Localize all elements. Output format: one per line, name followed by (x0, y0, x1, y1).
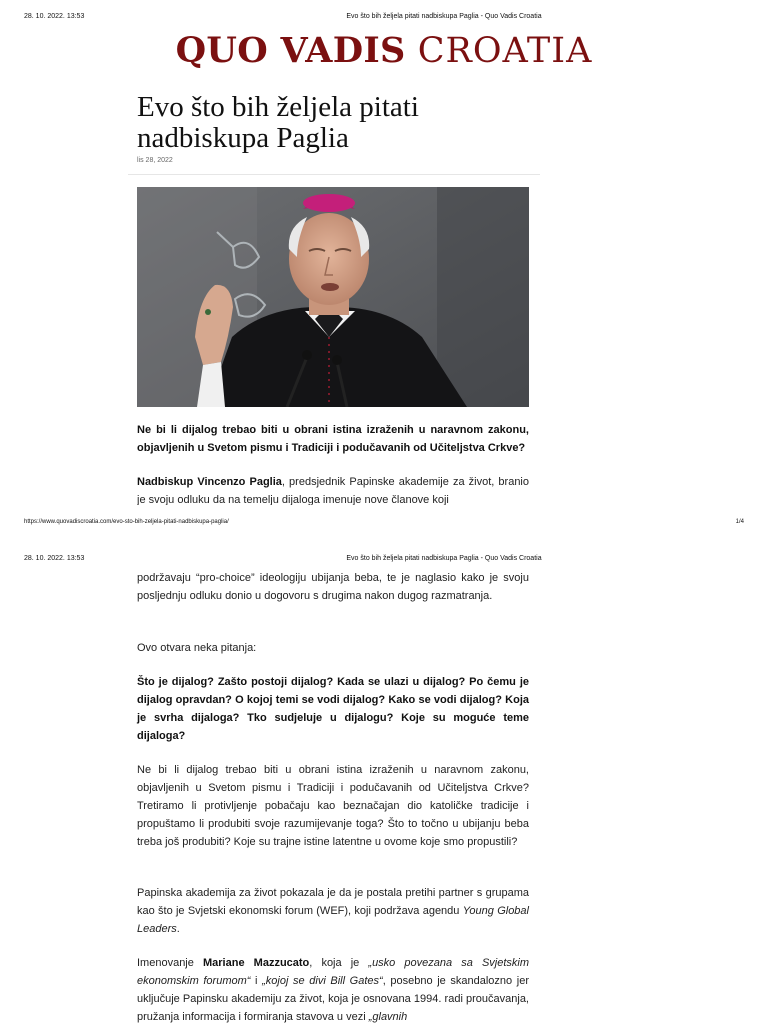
article-date: lis 28, 2022 (137, 157, 173, 164)
article-paragraph-6: Imenovanje Mariane Mazzucato, koja je „usko povezana sa Svjetskim ekonomskim forumom“ i „kojoj se divi Bill Gates“, posebno je skandalozno jer uključuje Papinsku akademiju za život, koja je osnovana 1994. radi proučavanja, pružanja informacija i formiranja stavova u vezi „glavnih (137, 957, 530, 1023)
print-date: 28. 10. 2022. 13:53 (24, 13, 85, 20)
print-page-number: 1/4 (735, 519, 744, 525)
print-header (0, 13, 768, 27)
site-logo[interactable] (0, 30, 768, 71)
article-title: Evo što bih željela pitati nadbiskupa Paglia (137, 91, 419, 154)
article-paragraph-2: Ovo otvara neka pitanja: (137, 642, 257, 654)
print-page-title: Evo što bih željela pitati nadbiskupa Paglia - Quo Vadis Croatia (346, 555, 542, 562)
print-url: https://www.quovadiscroatia.com/evo-sto-bih-zeljela-pitati-nadbiskupa-paglia/ (24, 519, 229, 525)
logo-light-text: CROATIA (417, 31, 593, 71)
article-lead: Ne bi li dijalog trebao biti u obrani istina izraženih u naravnom zakonu, objavljenih u Svetom pismu i Tradiciji i podučavanih od Učiteljstva Crkve? (137, 424, 529, 454)
article-paragraph-1a: Nadbiskup Vincenzo Paglia, predsjednik Papinske akademije za život, branio je svoju odluku da na temelju dijaloga imenuje nove članove koji (137, 476, 529, 505)
divider (128, 174, 540, 175)
person-name: Mariane Mazzucato (202, 957, 310, 969)
print-date: 28. 10. 2022. 13:53 (24, 555, 85, 562)
article-paragraph-5: Papinska akademija za život pokazala je da je postala pretihi partner s grupama kao što je Svjetski ekonomski forum (WEF), koji podržava agendu Young Global Leaders. (137, 887, 529, 935)
article-paragraph-questions: Što je dijalog? Zašto postoji dijalog? Kada se ulazi u dijalog? Po čemu je dijalog opravdan? O kojoj temi se vodi dijalog? Kako se vodi dijalog? Koja je svrha dijaloga? Tko sudjeluje u dijalogu? Koje su moguće teme dijaloga? (137, 676, 529, 742)
article-paragraph-4: Ne bi li dijalog trebao biti u obrani istina izraženih u naravnom zakonu, objavljenih u Svetom pismu i Tradiciji i podučavanih od Učiteljstva Crkve? Tretiramo li protivljenje pobačaju kao beznačajan dio katoličke tradicije i propuštamo li produbiti svoje razumijevanje toga? Što to točno u ubijanju beba treba još produbiti? Koje su trajne istine latentne u ovome koje smo propustili? (137, 764, 529, 848)
emphasis: Young Global Leaders (137, 905, 529, 935)
article-image (137, 187, 529, 407)
person-name: Nadbiskup Vincenzo Paglia (137, 476, 282, 488)
logo-bold-text: QUO VADIS (175, 30, 406, 71)
print-header-page-2 (0, 555, 768, 569)
article-paragraph-1b: podržavaju “pro-choice” ideologiju ubijanja beba, te je naglasio kako je svoju posljednju odluku donio u dogovoru s drugima nakon dugog razmatranja. (137, 572, 529, 602)
print-page-title: Evo što bih željela pitati nadbiskupa Paglia - Quo Vadis Croatia (346, 13, 542, 20)
print-footer (0, 519, 768, 533)
